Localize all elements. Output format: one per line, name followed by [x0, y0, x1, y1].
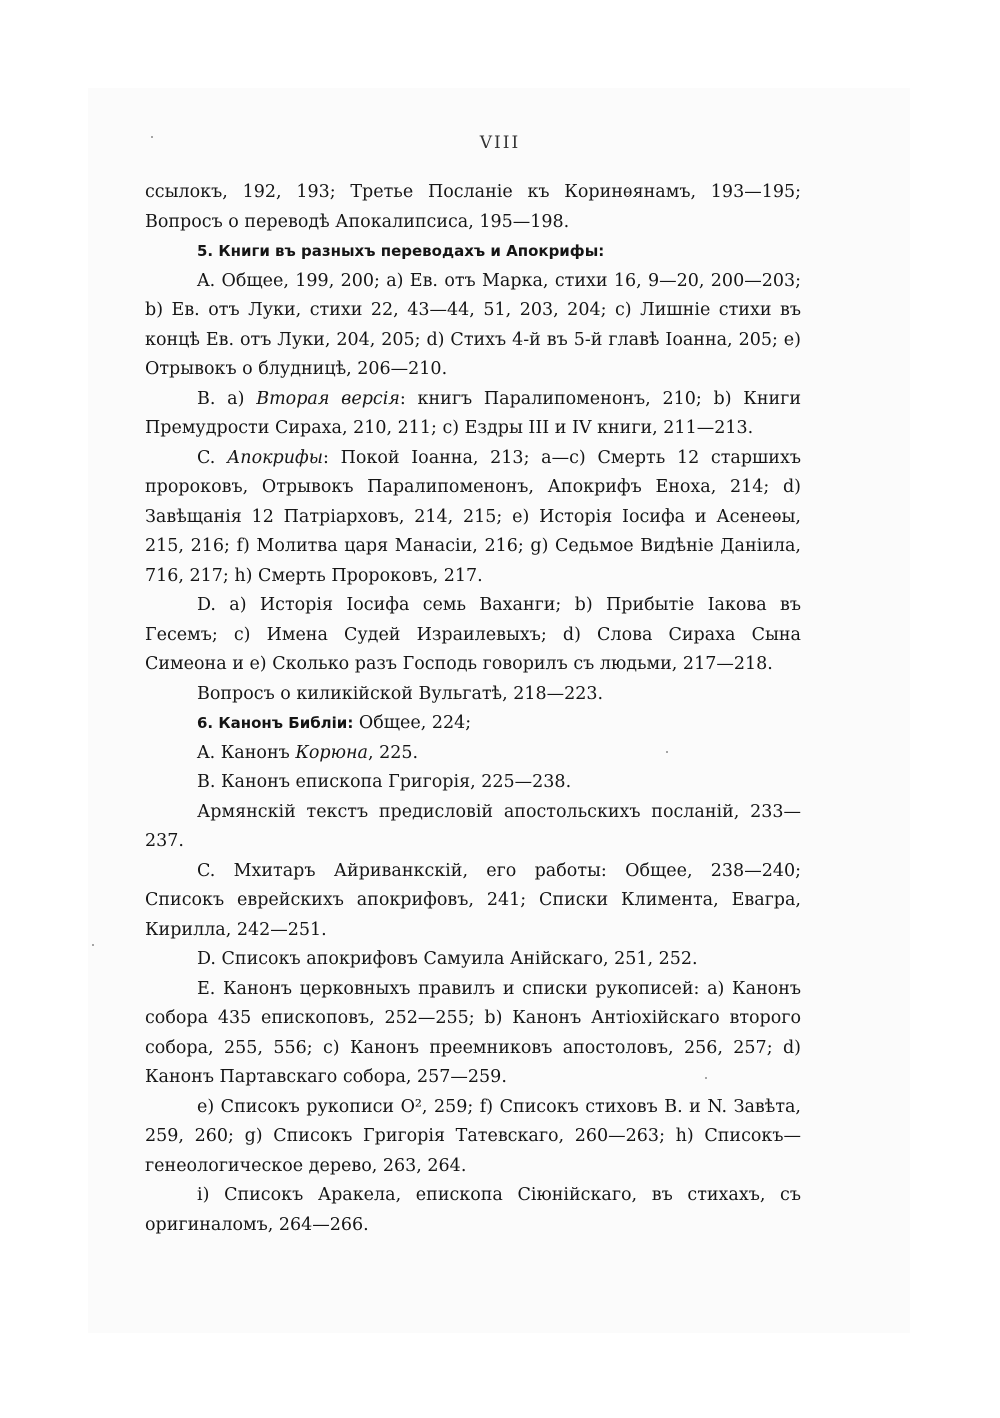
- text-run: A. Канонъ: [197, 742, 296, 763]
- body-text: [145, 178, 801, 1240]
- paragraph: D. a) Исторія Іосифа семь Ваханги; b) Прибытіе Іакова въ Гесемъ; c) Имена Судей Израилевыхъ; d) Слова Сираха Сына Симеона и e) Сколько разъ Господь говорилъ съ людьми, 217—218.: [145, 595, 801, 674]
- text-run: C.: [197, 447, 228, 468]
- text-run: : Покой Іоанна, 213; a—c) Смерть 12 старшихъ пророковъ, Отрывокъ Паралипоменонъ, Апокрифъ Еноха, 214; d) Завѣщанія 12 Патріарховъ, 214, 215; e) Исторія Іосифа и Асенеѳы, 215, 216; f) Молитва царя Манасіи, 216; g) Седьмое Видѣніе Даніила, 716, 217; h) Смерть Пророковъ, 217.: [145, 447, 801, 586]
- paragraph: [145, 444, 801, 592]
- scan-speck: [92, 944, 94, 946]
- paragraph: Вопросъ о киликійской Вульгатѣ, 218—223.: [197, 683, 604, 704]
- section-label: 6. Канонъ Библіи:: [197, 714, 354, 732]
- page-number: VIII: [479, 133, 521, 153]
- text-run: B. a): [197, 388, 257, 409]
- paragraph: Армянскій текстъ предисловій апостольскихъ посланій, 233—237.: [145, 801, 801, 851]
- paragraph: A. Общее, 199, 200; a) Ев. отъ Марка, стихи 16, 9—20, 200—203; b) Ев. отъ Луки, стихи 22, 43—44, 51, 203, 204; c) Лишніе стихи въ концѣ Ев. отъ Луки, 204, 205; d) Стихъ 4-й въ 5-й главѣ Іоанна, 205; e) Отрывокъ о блудницѣ, 206—210.: [145, 270, 801, 379]
- paragraph: B. Канонъ епископа Григорія, 225—238.: [197, 772, 572, 792]
- section-label: 5. Книги въ разныхъ переводахъ и Апокрифы:: [197, 242, 605, 260]
- paragraph: D. Списокъ апокрифовъ Самуила Анійскаго, 251, 252.: [197, 949, 698, 969]
- paragraph: e) Списокъ рукописи O², 259; f) Списокъ стиховъ B. и N. Завѣта, 259, 260; g) Списокъ Григорія Татевскаго, 260—263; h) Списокъ—генеологическое дерево, 263, 264.: [145, 1096, 801, 1176]
- paragraph: E. Канонъ церковныхъ правилъ и списки рукописей: a) Канонъ собора 435 епископовъ, 252—255; b) Канонъ Антіохійскаго второго собора, 255, 556; c) Канонъ преемниковъ апостоловъ, 256, 257; d) Канонъ Партавскаго собора, 257—259.: [145, 978, 801, 1087]
- paragraph: C. Мхитаръ Айриванкскій, его работы: Общее, 238—240; Списокъ еврейскихъ апокрифовъ, 241; Списки Климента, Евагра, Кирилла, 242—251.: [145, 860, 801, 940]
- text-run: Общее, 224;: [353, 713, 472, 733]
- paragraph: i) Списокъ Аракела, епископа Сіюнійскаго, въ стихахъ, съ оригиналомъ, 264—266.: [145, 1185, 801, 1235]
- text-run: , 225.: [367, 742, 419, 763]
- italic-run: Корюна: [295, 742, 368, 763]
- section-heading-6: [145, 709, 801, 739]
- paragraph: [145, 739, 801, 769]
- italic-run: Вторая версія: [256, 388, 400, 409]
- italic-run: Апокрифы: [227, 447, 323, 468]
- paragraph: ссылокъ, 192, 193; Третье Посланіе къ Коринѳянамъ, 193—195; Вопросъ о переводѣ Апокалипсиса, 195—198.: [145, 182, 801, 232]
- text-run: : книгъ Паралипоменонъ, 210; b) Книги Премудрости Сираха, 210, 211; c) Ездры III и IV книги, 211—213.: [145, 388, 802, 438]
- section-heading-5: [145, 237, 801, 267]
- paragraph: [145, 385, 801, 444]
